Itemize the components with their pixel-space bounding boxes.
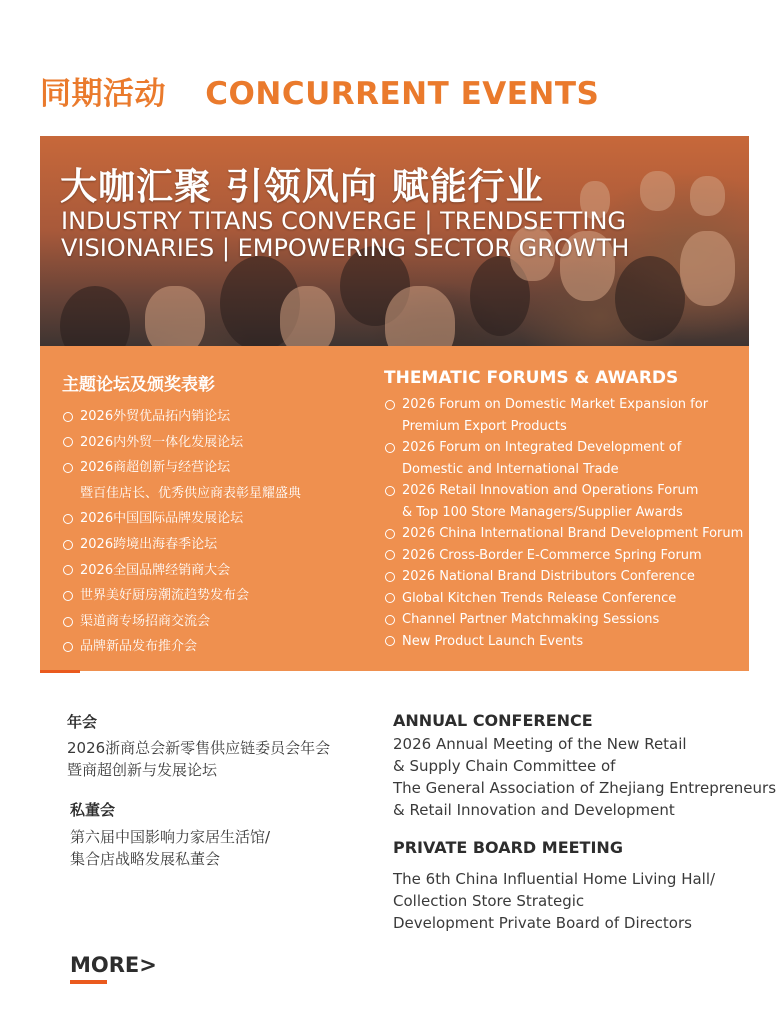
more-underline [70, 980, 107, 984]
forums-en-list [384, 394, 744, 652]
circle-bullet-icon [385, 443, 395, 453]
circle-bullet-icon [63, 540, 73, 550]
circle-bullet-icon [63, 617, 73, 627]
hero-en-line: VISIONARIES | EMPOWERING SECTOR GROWTH [61, 234, 630, 262]
circle-bullet-icon [63, 437, 73, 447]
circle-bullet-icon [63, 514, 73, 524]
list-item: 2026中国国际品牌发展论坛 [62, 506, 382, 532]
board-en-title: PRIVATE BOARD MEETING [393, 838, 623, 857]
list-item: Global Kitchen Trends Release Conference [384, 588, 744, 610]
circle-bullet-icon [385, 572, 395, 582]
circle-bullet-icon [63, 412, 73, 422]
list-item: 2026外贸优品拓内销论坛 [62, 404, 382, 430]
forums-cn-list [62, 404, 382, 660]
board-cn-title: 私董会 [70, 801, 116, 819]
annual-en-line: 2026 Annual Meeting of the New Retail [393, 735, 687, 753]
forums-cn-title: 主题论坛及颁奖表彰 [62, 375, 215, 395]
list-item: 2026 Cross-Border E-Commerce Spring Forum [384, 545, 744, 567]
board-cn-line: 集合店战略发展私董会 [70, 850, 221, 868]
hero-headline-en [61, 208, 721, 262]
list-item: Channel Partner Matchmaking Sessions [384, 609, 744, 631]
circle-bullet-icon [385, 615, 395, 625]
list-item-continuation: Domestic and International Trade [402, 461, 619, 477]
board-en-block [393, 838, 715, 934]
list-item-continuation: Premium Export Products [402, 418, 567, 434]
board-en-line: The 6th China Influential Home Living Hall/ [393, 870, 716, 888]
circle-bullet-icon [385, 593, 395, 603]
annual-cn-title: 年会 [67, 713, 98, 731]
accent-divider [40, 670, 80, 673]
hero-banner [40, 136, 749, 346]
list-item: 2026商超创新与经营论坛 [62, 455, 382, 481]
circle-bullet-icon [385, 550, 395, 560]
circle-bullet-icon [385, 636, 395, 646]
circle-bullet-icon [385, 529, 395, 539]
list-item: 2026跨境出海春季论坛 [62, 532, 382, 558]
circle-bullet-icon [63, 463, 73, 473]
page-title [40, 68, 599, 113]
page-title-cn: 同期活动 [40, 76, 166, 112]
list-item: 2026 China International Brand Development Forum [384, 523, 744, 545]
list-item: 2026 National Brand Distributors Conference [384, 566, 744, 588]
list-item: 2026内外贸一体化发展论坛 [62, 430, 382, 456]
page-title-en: CONCURRENT EVENTS [205, 76, 600, 112]
forums-panel [40, 346, 749, 671]
board-en-line: Development Private Board of Directors [393, 914, 692, 932]
annual-en-block [393, 711, 776, 821]
more-link[interactable]: MORE> [70, 953, 157, 977]
annual-cn-block [67, 711, 330, 781]
list-item: 2026 Forum on Integrated Development of [384, 437, 744, 459]
list-item: 2026 Retail Innovation and Operations Forum [384, 480, 744, 502]
list-item: 渠道商专场招商交流会 [62, 609, 382, 635]
annual-en-line: & Supply Chain Committee of [393, 757, 616, 775]
forums-en-title: THEMATIC FORUMS & AWARDS [384, 368, 679, 388]
board-cn-block [70, 799, 270, 870]
hero-headline-cn: 大咖汇聚 引领风向 赋能行业 [60, 165, 544, 208]
circle-bullet-icon [385, 400, 395, 410]
hero-en-line: INDUSTRY TITANS CONVERGE | TRENDSETTING [61, 207, 626, 235]
list-item: 世界美好厨房潮流趋势发布会 [62, 583, 382, 609]
annual-en-title: ANNUAL CONFERENCE [393, 711, 593, 730]
list-item: New Product Launch Events [384, 631, 744, 653]
list-item: 品牌新品发布推介会 [62, 634, 382, 660]
list-item: 2026全国品牌经销商大会 [62, 558, 382, 584]
list-item-continuation: & Top 100 Store Managers/Supplier Awards [402, 504, 683, 520]
annual-cn-line: 2026浙商总会新零售供应链委员会年会 [67, 739, 331, 757]
board-cn-line: 第六届中国影响力家居生活馆/ [70, 828, 271, 846]
circle-bullet-icon [63, 591, 73, 601]
forums-cn-column [62, 370, 382, 660]
annual-en-line: The General Association of Zhejiang Entrepreneurs [393, 779, 777, 797]
circle-bullet-icon [63, 642, 73, 652]
annual-cn-line: 暨商超创新与发展论坛 [67, 761, 218, 779]
annual-en-line: & Retail Innovation and Development [393, 801, 675, 819]
board-en-line: Collection Store Strategic [393, 892, 585, 910]
circle-bullet-icon [385, 486, 395, 496]
list-item-continuation: 暨百佳店长、优秀供应商表彰星耀盛典 [80, 485, 302, 501]
circle-bullet-icon [63, 565, 73, 575]
forums-en-column [384, 368, 744, 652]
list-item: 2026 Forum on Domestic Market Expansion for [384, 394, 744, 416]
